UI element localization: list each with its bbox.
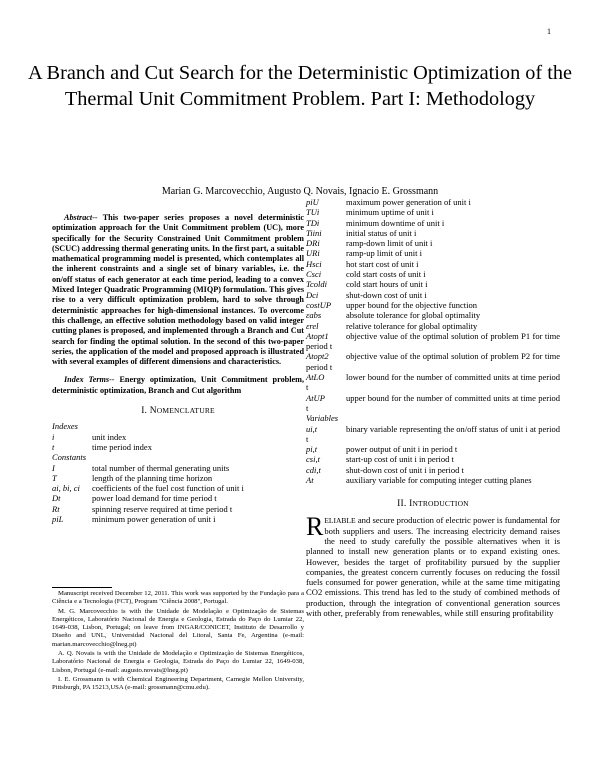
definition: binary variable representing the on/off status of unit i at period t — [306, 423, 560, 444]
abstract — [52, 213, 304, 367]
nomenclature-entry — [306, 444, 560, 454]
symbol: εabs — [306, 310, 322, 321]
nomenclature-entry — [306, 218, 560, 228]
drop-cap: R — [306, 511, 324, 541]
constants-list-continued — [306, 197, 560, 331]
abstract-label: Abstract-- — [64, 213, 98, 222]
definition: coefficients of the fuel cost function of unit i — [92, 483, 244, 494]
definition: minimum power generation of unit i — [92, 514, 216, 525]
footnote: M. G. Marcovecchio is with the Unidade de Modelação e Optimização de Sistemas Energéticos, Laboratório Nacional de Energia e Geologia, Estrada do Paço do Lumiar 22, 1649-038, Lisbon, Portugal; on leave from INGAR/CONICET, Instituto de Desarrollo y Diseño and UNL, Universidad Nacional del Litoral, Santa Fe, Argentina (e-mail: marian.marcovecchio@lneg.pt) — [52, 607, 304, 648]
definition: auxiliary variable for computing integer cutting planes — [346, 475, 532, 486]
nomenclature-entry — [306, 393, 560, 414]
symbol: I — [52, 462, 55, 473]
introduction-heading: II. INTRODUCTION — [397, 499, 469, 510]
symbol: Tcoldi — [306, 279, 327, 290]
nomenclature-entry — [306, 321, 560, 331]
symbol: csi,t — [306, 454, 320, 465]
right-column — [306, 197, 560, 618]
nomenclature-entry — [52, 493, 304, 503]
constants-wrapped-list — [306, 331, 560, 413]
definition: relative tolerance for global optimality — [346, 320, 478, 331]
page-number: 1 — [547, 27, 551, 36]
definition: upper bound for the number of committed units at time period t — [306, 392, 560, 413]
definition: power load demand for time period t — [92, 493, 217, 504]
variables-list — [306, 424, 560, 486]
nomenclature-heading: I. NOMENCLATURE — [141, 406, 215, 417]
symbol: ai, bi, ci — [52, 483, 80, 494]
symbol: At — [306, 475, 314, 486]
nomenclature-entry — [306, 310, 560, 320]
symbol: TDi — [306, 217, 320, 228]
symbol: URi — [306, 248, 320, 259]
footnote: A. Q. Novais is with the Unidade de Modelação e Optimização de Sistemas Energéticos, Laboratório Nacional de Energia e Geologia, Estrada do Paço do Lumiar 22, 1649-038, Lisbon, Portugal (e-mail: augusto.novais@lneg.pt) — [52, 650, 304, 674]
footnote: I. E. Grossmann is with Chemical Engineering Department, Carnegie Mellon University, Pittsburgh, PA 15213,USA (e-mail: grossmann@cmu.edu). — [52, 675, 304, 692]
symbol: piL — [52, 514, 64, 525]
definition: objective value of the optimal solution of problem P2 for time period t — [306, 351, 560, 372]
index-terms-label: Index Terms-- — [64, 375, 115, 385]
nomenclature-entry — [306, 207, 560, 217]
symbol: DRi — [306, 238, 320, 249]
indexes-label: Indexes — [52, 421, 78, 432]
nomenclature-entry — [306, 248, 560, 258]
nomenclature-entry — [52, 514, 304, 524]
author-list: Marian G. Marcovecchio, Augusto Q. Novais, Ignacio E. Grossmann — [161, 186, 439, 197]
definition: start-up cost of unit i in period t — [346, 454, 454, 465]
symbol: Dt — [52, 493, 61, 504]
nomenclature-entry — [306, 259, 560, 269]
symbol: pi,t — [306, 444, 318, 455]
nomenclature-entry — [306, 228, 560, 238]
symbol: Tiini — [306, 227, 322, 238]
nomenclature-entry — [306, 475, 560, 485]
left-column — [52, 213, 304, 524]
abstract-text: This two-paper series proposes a novel deterministic optimization approach for the Unit Commitment problem (UC), more specifically for the Security Constrained Unit Commitment problem (SCUC) addressing thermal generating units. In the first part, a suitable mathematical programming model is presented, which contemplates all the inherent constraints and a single set of binary variables, i.e. the on/off status of each generator at each time period, leading to a convex Mixed Integer Quadratic Programming (MIQP) formulation. This gives rise to a very difficult optimization problem, hard to solve through deterministic approaches for high-dimensional instances. To overcome this challenge, an effective solution methodology based on valid integer cutting planes is proposed, and implemented through a Branch and Cut search for finding the optimal solution. In the second of this two-paper series, the application of the model and proposed approach is illustrated with several examples of different dimensions and characteristics. — [52, 213, 304, 367]
footnote-rule — [52, 587, 112, 588]
definition: cold start costs of unit i — [346, 269, 426, 280]
symbol: Atopt2 — [306, 351, 329, 362]
index-terms-text: Energy optimization, Unit Commitment problem, deterministic optimization, Branch and Cut algorithm — [52, 375, 305, 395]
definition: shut-down cost of unit i in period t — [346, 464, 464, 475]
nomenclature-entry — [306, 331, 560, 352]
definition: minimum uptime of unit i — [346, 207, 434, 218]
symbol: t — [52, 441, 55, 452]
symbol: Dci — [306, 289, 319, 300]
nomenclature-entry — [52, 432, 304, 442]
definition: power output of unit i in period t — [346, 444, 458, 455]
nomenclature-entry — [52, 483, 304, 493]
symbol: AtUP — [306, 392, 325, 403]
nomenclature-entry — [52, 463, 304, 473]
index-terms — [52, 375, 304, 396]
symbol: piU — [306, 197, 319, 207]
nomenclature-entry — [306, 269, 560, 279]
definition: unit index — [92, 431, 127, 442]
symbol: TUi — [306, 207, 320, 218]
paper-title: A Branch and Cut Search for the Deterministic Optimization of the Thermal Unit Commitment Problem. Part I: Methodology — [27, 62, 573, 110]
constants-label: Constants — [52, 452, 87, 463]
indexes-list — [52, 432, 304, 453]
footnotes — [52, 587, 304, 694]
definition: ramp-down limit of unit i — [346, 238, 433, 249]
symbol: i — [52, 431, 55, 442]
nomenclature-entry — [306, 279, 560, 289]
symbol: cdi,t — [306, 464, 321, 475]
nomenclature-entry — [306, 238, 560, 248]
symbol: T — [52, 472, 57, 483]
definition: maximum power generation of unit i — [346, 197, 471, 207]
definition: cold start hours of unit i — [346, 279, 428, 290]
definition: absolute tolerance for global optimality — [346, 310, 481, 321]
nomenclature-entry — [52, 473, 304, 483]
nomenclature-entry — [306, 372, 560, 393]
nomenclature-entry — [306, 454, 560, 464]
definition: minimum downtime of unit i — [346, 217, 445, 228]
symbol: costUP — [306, 299, 332, 310]
symbol: εrel — [306, 320, 319, 331]
nomenclature-entry — [306, 424, 560, 445]
definition: hot start cost of unit i — [346, 258, 419, 269]
definition: lower bound for the number of committed units at time period t — [306, 372, 560, 393]
nomenclature-entry — [52, 442, 304, 452]
symbol: Csci — [306, 269, 322, 280]
definition: objective value of the optimal solution of problem P1 for time period t — [306, 330, 560, 352]
nomenclature-entry — [52, 504, 304, 514]
symbol: Rt — [52, 503, 60, 514]
definition: total number of thermal generating units — [92, 462, 230, 473]
nomenclature-entry — [306, 197, 560, 207]
definition: ramp-up limit of unit i — [346, 248, 423, 259]
definition: shut-down cost of unit i — [346, 289, 427, 300]
definition: length of the planning time horizon — [92, 472, 213, 483]
nomenclature-entry — [306, 290, 560, 300]
definition: initial status of unit i — [346, 227, 417, 238]
nomenclature-entry — [306, 465, 560, 475]
symbol: ui,t — [306, 423, 318, 434]
definition: spinning reserve required at time period t — [92, 503, 233, 514]
definition: time period index — [92, 441, 152, 452]
nomenclature-entry — [306, 351, 560, 372]
variables-label: Variables — [306, 413, 339, 424]
symbol: AtLO — [306, 372, 325, 383]
footnote: Manuscript received December 12, 2011. This work was supported by the Fundação para a Ciência e a Tecnologia (FCT), Program "Ciência 2008", Portugal. — [52, 590, 304, 606]
symbol: Hsci — [306, 258, 322, 269]
nomenclature-entry — [306, 300, 560, 310]
definition: upper bound for the objective function — [346, 299, 478, 310]
symbol: Atopt1 — [306, 330, 329, 341]
introduction-text: RELIABLE and secure production of electric power is fundamental for both suppliers and users. The increasing electricity demand raises the need to study carefully the possible alternatives when it is planned to install new generation plants or to expand existing ones. However, besides the target of profitability pursued by the supplier companies, the greatest concern currently focuses on reducing the fossil fuels consumed for power generation, while at the same time mitigating CO2 emissions. This trend has led to the study of combined methods of production, through the integration of conventional generation sources with other, preferably from renewables, while still ensuring profitability — [306, 511, 560, 618]
constants-list — [52, 463, 304, 525]
